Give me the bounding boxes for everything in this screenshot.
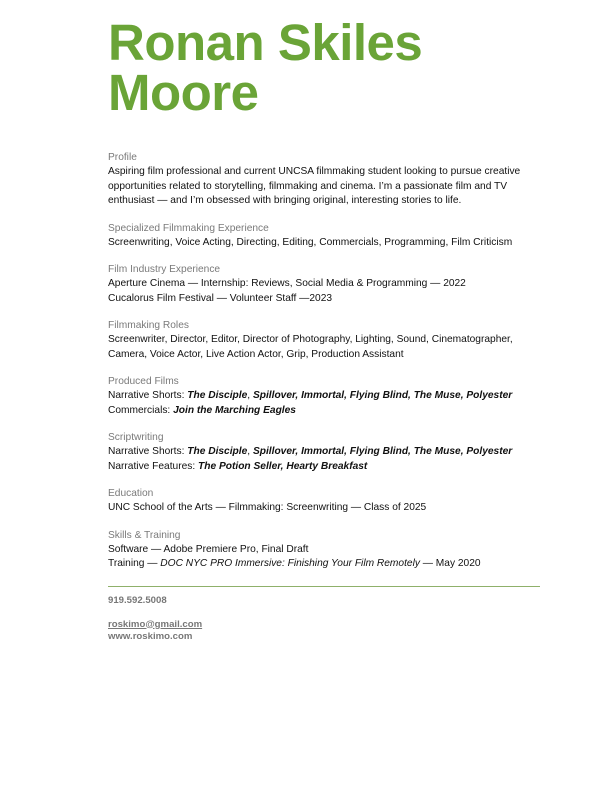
industry-item: Cucalorus Film Festival — Volunteer Staff —2023 [108,292,333,304]
produced-commercials-line [108,404,540,419]
profile-section [108,151,540,209]
name-line-1: Ronan Skiles [108,14,423,71]
title-separator: , [247,390,253,401]
scriptwriting-section [108,431,540,474]
section-title-profile: Profile [108,152,137,163]
specialized-experience-section [108,222,540,251]
education-section [108,487,540,516]
produced-shorts-titles: Spillover, Immortal, Flying Blind, The Muse, Polyester [252,390,513,401]
contact-block [108,595,540,643]
scriptwriting-short-title: The Disciple [187,446,248,457]
training-suffix: — May 2020 [419,558,481,569]
section-title-industry: Film Industry Experience [108,264,221,275]
software-line: Software — Adobe Premiere Pro, Final Draft [108,543,309,555]
training-line [108,557,540,572]
scriptwriting-features-line [108,460,540,475]
industry-experience-section [108,263,540,306]
filmmaking-roles-section [108,319,540,362]
commercials-label: Commercials: [108,404,174,416]
scriptwriting-shorts-titles: Spillover, Immortal, Flying Blind, The Muse, Polyester [252,446,513,457]
resume-name [108,14,540,121]
name-line-2: Moore [108,64,259,121]
training-course: DOC NYC PRO Immersive: Finishing Your Film Remotely [160,558,420,569]
education-line: UNC School of the Arts — Filmmaking: Screenwriting — Class of 2025 [108,502,427,513]
skills-training-section [108,529,540,572]
section-title-education: Education [108,488,154,499]
features-label: Narrative Features: [108,460,199,472]
specialized-skills-line: Screenwriting, Voice Acting, Directing, Editing, Commercials, Programming, Film Criticism [108,236,513,248]
resume-sections [108,151,540,572]
features-titles: The Potion Seller, Hearty Breakfast [198,460,368,472]
produced-shorts-line [108,389,540,404]
produced-films-section [108,375,540,418]
produced-short-title: The Disciple [187,390,248,401]
section-title-produced: Produced Films [108,376,179,387]
contact-divider [108,586,540,587]
section-title-scriptwriting: Scriptwriting [108,432,164,443]
profile-text: Aspiring film professional and current UNCSA filmmaking student looking to pursue creative opportunities related to storytelling, filmmaking and cinema. I’m a passionate film and TV enthusiast — and I’m obsessed with bringing original, interesting stories to life. [108,166,521,206]
section-title-roles: Filmmaking Roles [108,320,189,331]
website-text: www.roskimo.com [108,630,193,642]
training-prefix: Training — [108,558,161,569]
produced-shorts-label: Narrative Shorts: [108,390,188,401]
scriptwriting-shorts-label: Narrative Shorts: [108,446,188,457]
roles-line: Screenwriter, Director, Editor, Director of Photography, Lighting, Sound, Cinematographer, [108,334,513,345]
phone-number: 919.592.5008 [108,594,167,606]
roles-line: Camera, Voice Actor, Live Action Actor, Grip, Production Assistant [108,348,404,360]
scriptwriting-shorts-line [108,445,540,460]
email-link[interactable]: roskimo@gmail.com [108,618,203,630]
commercials-title: Join the Marching Eagles [173,404,296,416]
section-title-skills: Skills & Training [108,529,181,541]
industry-item: Aperture Cinema — Internship: Reviews, Social Media & Programming — 2022 [108,278,466,289]
resume-page [108,14,540,643]
section-title-specialized: Specialized Filmmaking Experience [108,222,269,234]
title-separator: , [247,446,253,457]
